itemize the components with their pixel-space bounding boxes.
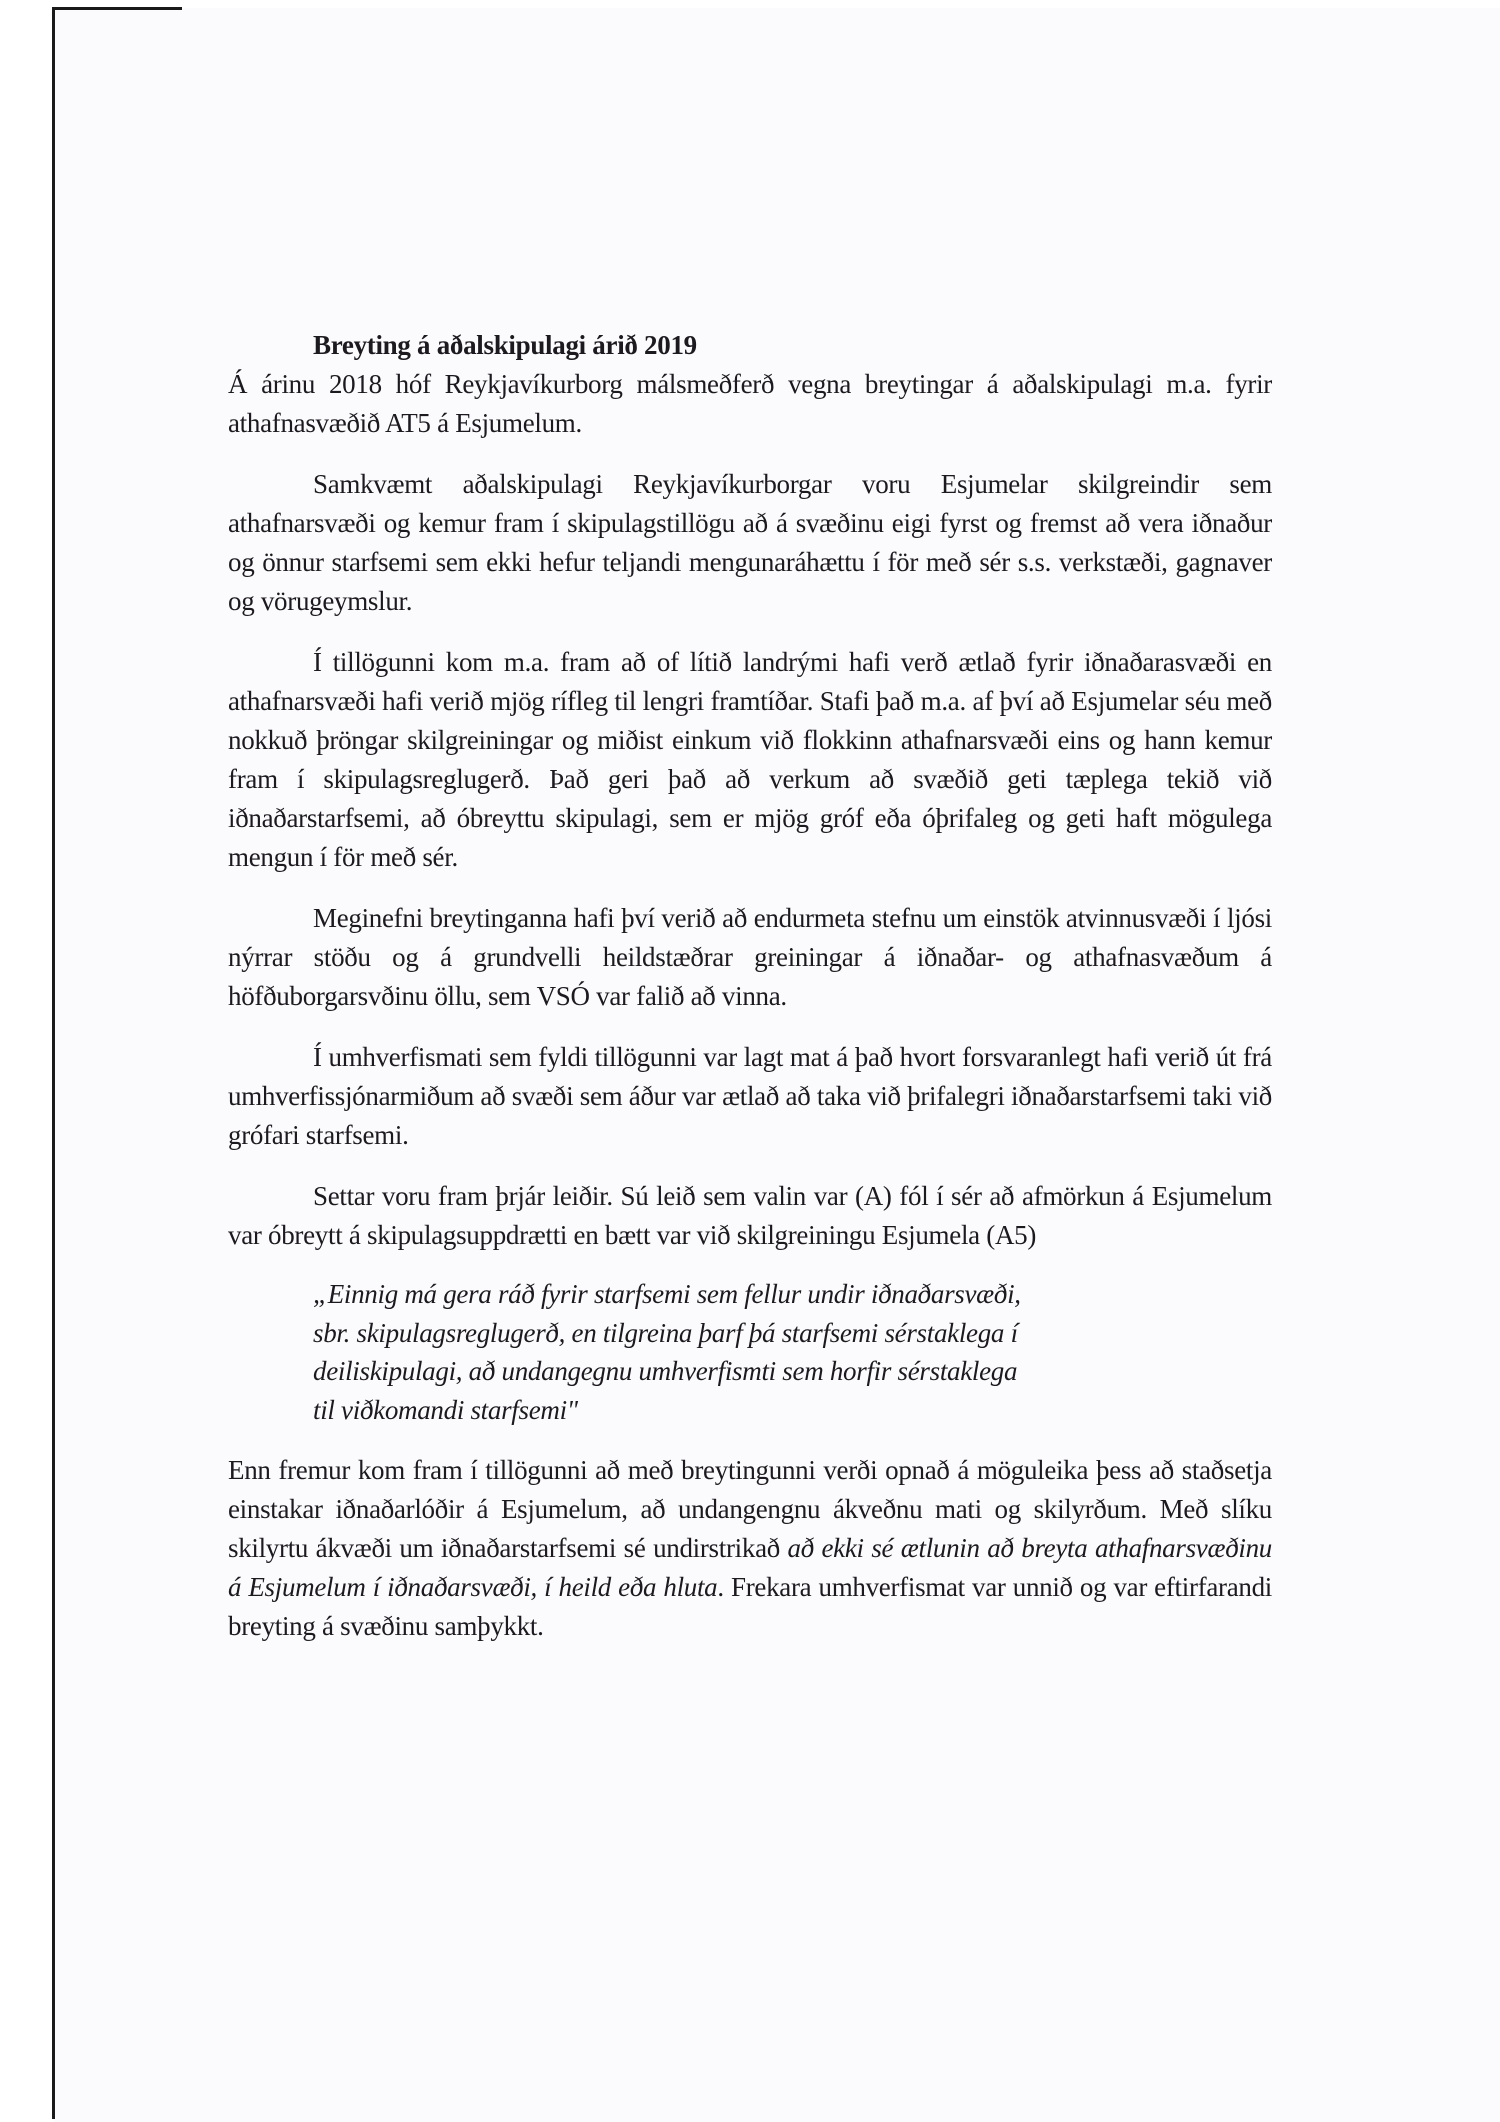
intro-paragraph: Á árinu 2018 hóf Reykjavíkurborg málsmeðferð vegna breytingar á aðalskipulagi m.a. fyrir athafnasvæðið AT5 á Esjumelum. <box>228 369 1272 438</box>
paragraph-environmental-assessment: Í umhverfismati sem fyldi tillögunni var lagt mat á það hvort forsvaranlegt hafi verið út frá umhverfissjónarmiðum að svæði sem áður var ætlað að taka við þrifalegri iðnaðarstarfsemi taki við grófari starfsemi. <box>228 1042 1272 1150</box>
quote-line: „Einnig má gera ráð fyrir starfsemi sem fellur undir iðnaðarsvæði, <box>313 1279 1021 1309</box>
document-body <box>228 326 1272 1646</box>
paragraph-three-options: Settar voru fram þrjár leiðir. Sú leið sem valin var (A) fól í sér að afmörkun á Esjumelum var óbreytt á skipulagsuppdrætti en bætt var við skilgreiningu Esjumela (A5) <box>228 1181 1272 1250</box>
final-paragraph <box>228 1451 1272 1646</box>
section-title: Breyting á aðalskipulagi árið 2019 <box>313 330 697 360</box>
paragraph-zoning-definition: Samkvæmt aðalskipulagi Reykjavíkurborgar voru Esjumelar skilgreindir sem athafnarsvæði og kemur fram í skipulagstillögu að á svæðinu eigi fyrst og fremst að vera iðnaður og önnur starfsemi sem ekki hefur teljandi mengunaráhættu í för með sér s.s. verkstæði, gagnaver og vörugeymslur. <box>228 469 1272 616</box>
quote-line: sbr. skipulagsreglugerð, en tilgreina þarf þá starfsemi sérstaklega í <box>313 1317 1018 1348</box>
quote-line: til viðkomandi starfsemi" <box>313 1394 578 1425</box>
quoted-definition <box>313 1275 1193 1429</box>
final-paragraph-text: Enn fremur kom fram í tillögunni að með breytingunni verði opnað á möguleika þess að staðsetja einstakar iðnaðarlóðir á Esjumelum, að undangengnu ákveðnu mati og skilyrðum. Með slíku skilyrtu ákvæði um iðnaðarstarfsemi sé undirstrikað <box>228 1455 1272 1563</box>
final-paragraph-emphasis: að ekki sé ætlunin að breyta athafnarsvæðinu á Esjumelum í iðnaðarsvæði, í heild eða hluta <box>228 1533 1272 1602</box>
paragraph-main-content: Meginefni breytinganna hafi því verið að endurmeta stefnu um einstök atvinnusvæði í ljósi nýrrar stöðu og á grundvelli heildstæðrar greiningar á iðnaðar- og athafnasvæðum á höfðuborgarsvðinu öllu, sem VSÓ var falið að vinna. <box>228 903 1272 1011</box>
paragraph-proposal-land-space: Í tillögunni kom m.a. fram að of lítið landrými hafi verð ætlað fyrir iðnaðarasvæði en athafnarsvæði hafi verið mjög rífleg til lengri framtíðar. Stafi það m.a. af því að Esjumelar séu með nokkuð þröngar skilgreiningar og miðist einkum við flokkinn athafnarsvæði eins og hann kemur fram í skipulagsreglugerð. Það geri það að verkum að svæðið geti tæplega tekið við iðnaðarstarfsemi, að óbreyttu skipulagi, sem er mjög gróf eða óþrifaleg og geti haft mögulega mengun í för með sér. <box>228 647 1272 872</box>
final-paragraph-text-end: . Frekara umhverfismat var unnið og var eftirfarandi breyting á svæðinu samþykkt. <box>228 1572 1272 1641</box>
scan-border-left <box>52 7 55 2119</box>
quote-line: deiliskipulagi, að undangegnu umhverfismti sem horfir sérstaklega <box>313 1356 1018 1386</box>
scan-border-top <box>52 7 182 10</box>
